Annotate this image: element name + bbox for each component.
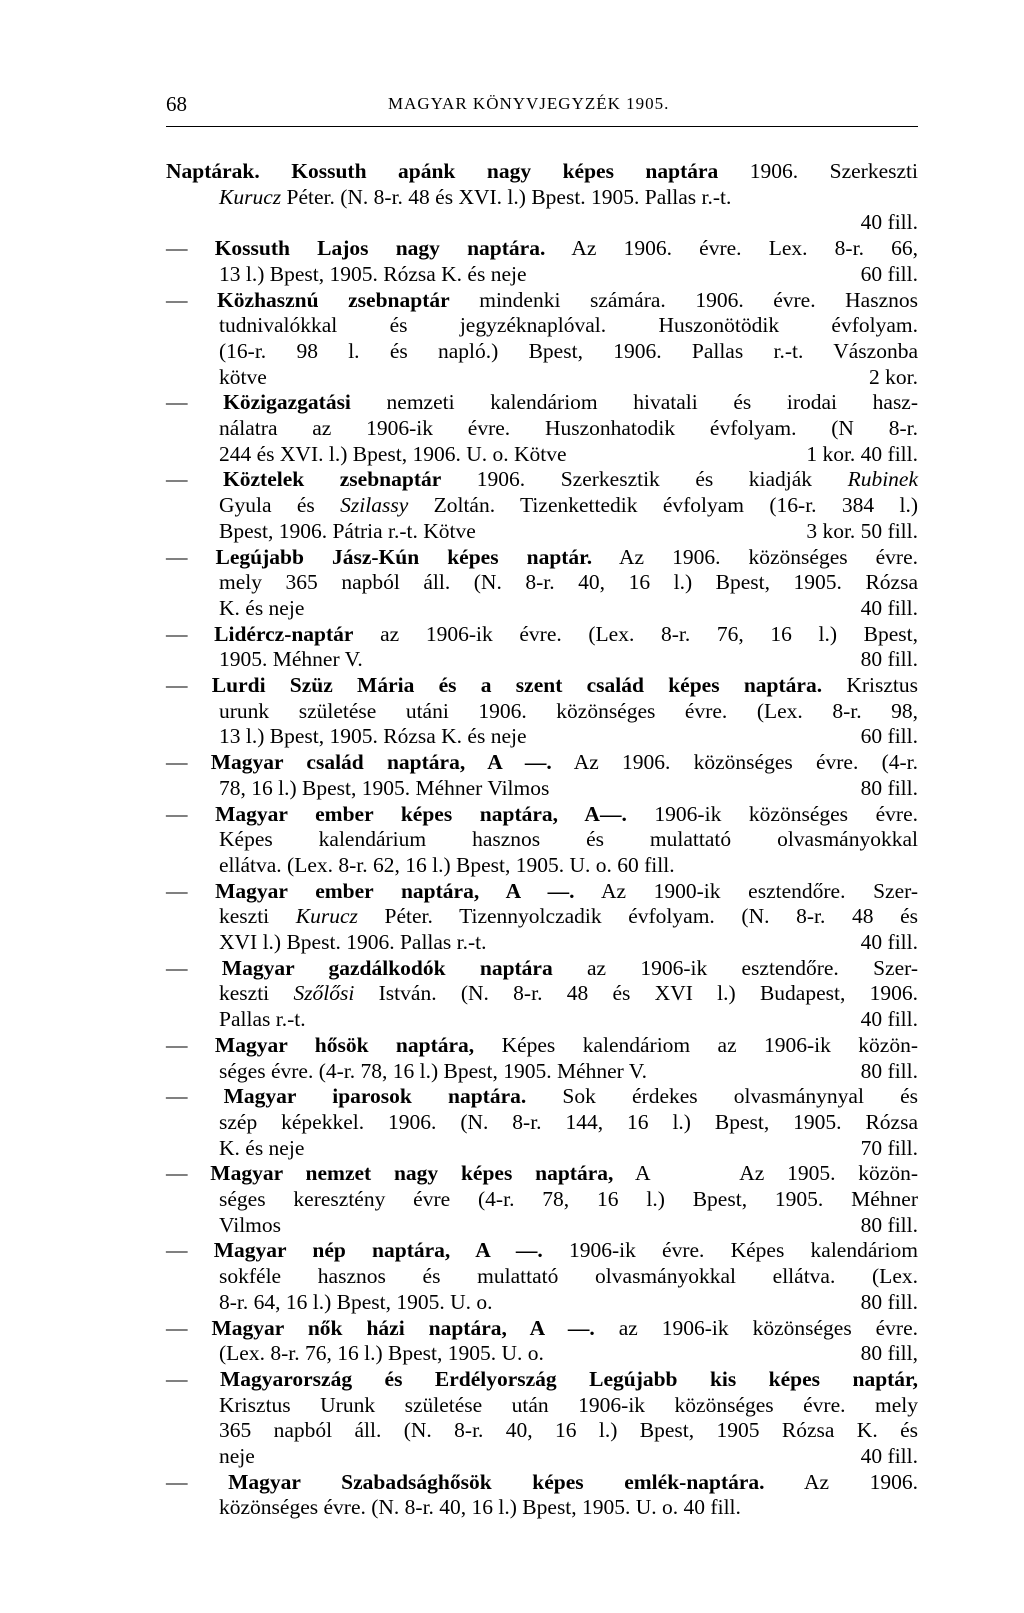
entry-price: 80 fill. [860, 647, 918, 672]
entry-price: 3 kor. 50 fill. [806, 518, 918, 543]
entry-price: 70 fill. [860, 1135, 918, 1160]
entry-line: K. és neje [219, 1135, 305, 1160]
entry-line: — Magyar nép naptára, A —. 1906-ik évre. Képes kalendáriom [166, 1238, 919, 1263]
entry-price: 2 kor. [869, 364, 918, 389]
entry-price: 40 fill. [860, 1007, 918, 1032]
entry-price: 80 fill, [860, 1341, 918, 1366]
entry-line: Vilmos [219, 1212, 282, 1237]
entry-line: K. és neje [219, 595, 305, 620]
entry-line: 365 napból áll. (N. 8-r. 40, 16 l.) Bpest, 1905 Rózsa K. és [219, 1418, 918, 1443]
entry-line: XVI l.) Bpest. 1906. Pallas r.-t. [219, 930, 487, 954]
entry-line: — Közigazgatási nemzeti kalendáriom hivatali és irodai hasz- [166, 390, 919, 415]
entry-line: Képes kalendárium hasznos és mulattató olvasmányokkal [219, 827, 918, 852]
entry-price: 40 fill. [860, 930, 918, 954]
entry-line: 13 l.) Bpest, 1905. Rózsa K. és neje [219, 261, 527, 286]
entry-price: 40 fill. [860, 210, 918, 235]
entry-line: Naptárak. Kossuth apánk nagy képes naptára 1906. Szerkeszti [166, 159, 918, 183]
entry-line: Pallas r.-t. [219, 1007, 306, 1032]
entry-line: 78, 16 l.) Bpest, 1905. Méhner Vilmos [219, 775, 550, 800]
entry-line: — Magyar Szabadsághősök képes emlék-naptára. Az 1906. [166, 1469, 918, 1494]
entry-line: — Magyar hősök naptára, Képes kalendáriom az 1906-ik közön- [166, 1032, 919, 1057]
running-title: MAGYAR KÖNYVJEGYZÉK 1905. [388, 94, 670, 113]
entry-line: — Magyarország és Erdélyország Legújabb kis képes naptár, [166, 1366, 919, 1391]
entry-line: — Magyar nemzet nagy képes naptára, A Az 1905. közön- [166, 1161, 919, 1186]
entry-line: tudnivalókkal és jegyzéknaplóval. Huszonötödik évfolyam. [219, 313, 918, 338]
entry-line: neje [219, 1444, 255, 1468]
entry-line: 1905. Méhner V. [219, 647, 363, 672]
entry-line: 13 l.) Bpest, 1905. Rózsa K. és neje [219, 724, 527, 749]
entry-line: — Magyar nők házi naptára, A —. az 1906-ik közönséges évre. [166, 1315, 919, 1340]
entry-line: kötve [219, 364, 267, 389]
entry-line: 8-r. 64, 16 l.) Bpest, 1905. U. o. [219, 1289, 493, 1314]
entry-price: 80 fill. [860, 1058, 918, 1083]
entry-line: Kurucz Péter. (N. 8-r. 48 és XVI. l.) Bpest. 1905. Pallas r.-t. [219, 184, 732, 209]
entry-line: séges évre. (4-r. 78, 16 l.) Bpest, 1905. Méhner V. [219, 1058, 647, 1083]
entry-line: — Magyar ember naptára, A —. Az 1900-ik esztendőre. Szer- [166, 878, 919, 903]
entry-line: Krisztus Urunk születése után 1906-ik közönséges évre. mely [219, 1392, 918, 1417]
entry-line: sokféle hasznos és mulattató olvasmányokkal ellátva. (Lex. [219, 1264, 918, 1289]
entry-price: 60 fill. [860, 724, 918, 749]
entry-line: — Köztelek zsebnaptár 1906. Szerkesztik és kiadják Rubinek [166, 467, 919, 492]
entry-line: közönséges évre. (N. 8-r. 40, 16 l.) Bpest, 1905. U. o. 40 fill. [219, 1495, 741, 1520]
entry-line: szép képekkel. 1906. (N. 8-r. 144, 16 l.) Bpest, 1905. Rózsa [219, 1109, 918, 1134]
entry-price: 40 fill. [860, 1444, 918, 1468]
entry-price: 1 kor. 40 fill. [806, 441, 918, 466]
entry-line: (Lex. 8-r. 76, 16 l.) Bpest, 1905. U. o. [219, 1341, 544, 1366]
entry-line: — Kossuth Lajos nagy naptára. Az 1906. évre. Lex. 8-r. 66, [166, 236, 919, 261]
entry-line: nálatra az 1906-ik évre. Huszonhatodik évfolyam. (N 8-r. [219, 416, 918, 440]
entry-line: — Magyar iparosok naptára. Sok érdekes olvasmánynyal és [166, 1084, 918, 1109]
entry-line: keszti Kurucz Péter. Tizennyolczadik évfolyam. (N. 8-r. 48 és [219, 904, 918, 929]
entry-price: 80 fill. [860, 1212, 918, 1237]
entry-line: keszti Szőlősi István. (N. 8-r. 48 és XVI l.) Budapest, 1906. [219, 981, 918, 1006]
entry-line: ellátva. (Lex. 8-r. 62, 16 l.) Bpest, 1905. U. o. 60 fill. [219, 852, 675, 877]
page-number: 68 [166, 92, 187, 116]
entry-line: urunk születése utáni 1906. közönséges évre. (Lex. 8-r. 98, [219, 698, 918, 723]
entry-line: séges keresztény évre (4-r. 78, 16 l.) Bpest, 1905. Méhner [219, 1187, 918, 1211]
entry-price: 60 fill. [860, 261, 918, 286]
entry-price: 80 fill. [860, 775, 918, 800]
entry-line: — Lurdi Szüz Mária és a szent család képes naptára. Krisztus [166, 673, 918, 697]
entry-line: — Legújabb Jász-Kún képes naptár. Az 1906. közönséges évre. [166, 544, 918, 569]
entry-line: Gyula és Szilassy Zoltán. Tizenkettedik évfolyam (16-r. 384 l.) [219, 493, 919, 518]
entry-line: — Közhasznú zsebnaptár mindenki számára. 1906. évre. Hasznos [166, 287, 918, 312]
entry-line: 244 és XVI. l.) Bpest, 1906. U. o. Kötve [219, 441, 567, 466]
entry-line: — Magyar ember képes naptára, A—. 1906-ik közönséges évre. [166, 801, 918, 826]
entry-price: 40 fill. [860, 595, 918, 620]
entry-price: 80 fill. [860, 1289, 918, 1314]
entry-line: — Magyar gazdálkodók naptára az 1906-ik esztendőre. Szer- [166, 955, 919, 980]
entry-line: — Lidércz-naptár az 1906-ik évre. (Lex. 8-r. 76, 16 l.) Bpest, [166, 621, 918, 646]
entry-line: mely 365 napból áll. (N. 8-r. 40, 16 l.) Bpest, 1905. Rózsa [219, 570, 918, 595]
entry-line: (16-r. 98 l. és napló.) Bpest, 1906. Pallas r.-t. Vászonba [219, 338, 918, 363]
entry-line: — Magyar család naptára, A —. Az 1906. közönséges évre. (4-r. [166, 750, 918, 775]
entry-line: Bpest, 1906. Pátria r.-t. Kötve [219, 518, 476, 543]
